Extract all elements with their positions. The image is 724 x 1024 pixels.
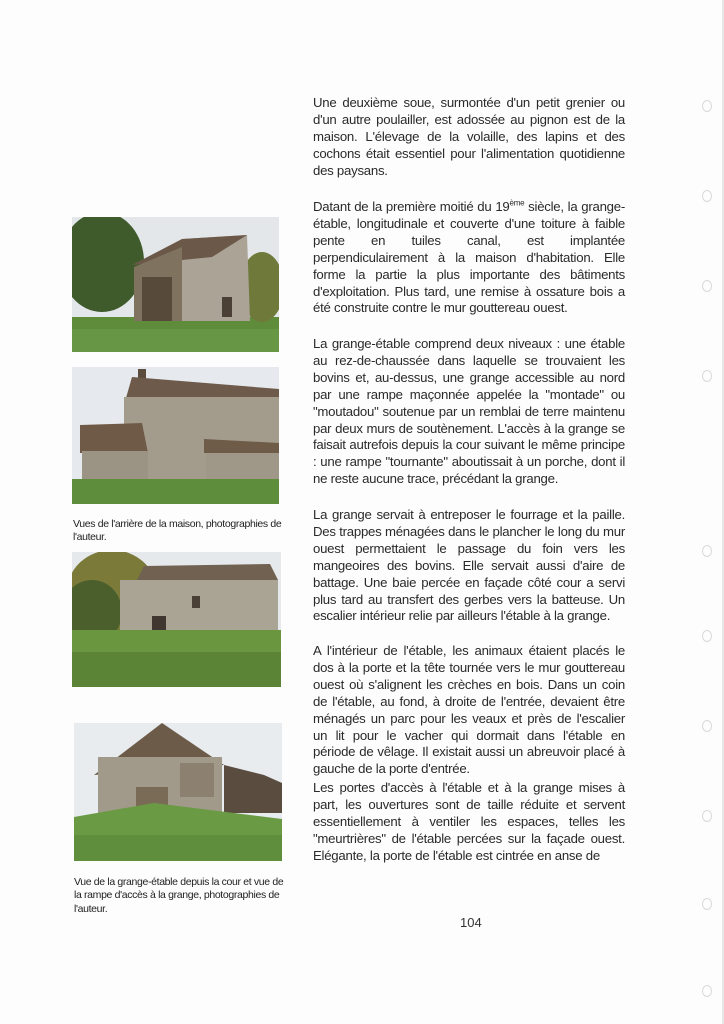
paragraph-soue: Une deuxième soue, surmontée d'un petit grenier ou d'un autre poulailler, est adossée au pignon est de la maison. L'élevage de la volaille, des lapins et des cochons était essentiel pour l'alimentation quotidienne des paysans. xyxy=(313,95,625,178)
punch-hole xyxy=(702,545,712,557)
photo-house-rear-1 xyxy=(72,217,279,352)
punch-hole xyxy=(702,720,712,732)
paragraph-grange-start: Datant de la première moitié du 19 xyxy=(313,199,510,214)
punch-hole xyxy=(702,985,712,997)
paragraph-grange-rest: siècle, la grange-étable, longitudinale et couverte d'une toiture à faible pente en tuiles canal, est implantée perpendiculairement à la maison d'habitation. Elle forme la partie la plus importante des bâtiments d'exploitation. Plus tard, une remise à ossature bois a été construite contre le mur gouttereau ouest. xyxy=(313,199,625,316)
paragraph-grange-etable xyxy=(313,199,625,317)
punch-hole xyxy=(702,280,712,292)
page-number: 104 xyxy=(460,915,482,930)
superscript-eme: ème xyxy=(509,198,525,208)
punch-hole xyxy=(702,810,712,822)
caption-rear-views: Vues de l'arrière de la maison, photographies de l'auteur. xyxy=(73,518,282,544)
punch-hole xyxy=(702,370,712,382)
caption-barn-views: Vue de la grange-étable depuis la cour et vue de la rampe d'accès à la grange, photographies de l'auteur. xyxy=(74,876,284,915)
paragraph-niveaux: La grange-étable comprend deux niveaux : une étable au rez-de-chaussée dans laquelle se trouvaient les bovins et, au-dessus, une grange accessible au nord par une rampe maçonnée appelée la "montade" ou "moutadou" soutenue par un remblai de terre maintenu par deux murs de soutènement. L'accès à la grange se faisait autrefois depuis la cour suivant le même principe : une rampe "tournante" aboutissait à un porche, dont il ne reste aucune trace, précédant la grange. xyxy=(313,336,625,487)
punch-hole xyxy=(702,898,712,910)
paragraph-fourrage: La grange servait à entreposer le fourrage et la paille. Des trappes ménagées dans le plancher le long du mur ouest permettaient le passage du foin vers les mangeoires des bovins. Elle servait aussi d'aire de battage. Une baie percée en façade côté cour a servi plus tard au transfert des gerbes vers la batteuse. Un escalier intérieur relie par ailleurs l'étable à la grange. xyxy=(313,507,625,624)
paragraph-interieur: A l'intérieur de l'étable, les animaux étaient placés le dos à la porte et la tête tournée vers le mur gouttereau ouest où s'alignent les crèches en bois. Dans un coin de l'étable, au fond, à droite de l'entrée, devaient être ménagés un parc pour les veaux et près de l'escalier un lit pour le vacher qui dormait dans l'étable en période de vêlage. Il existait aussi un abreuvoir placé à gauche de la porte d'entrée. xyxy=(313,643,625,777)
paragraph-portes: Les portes d'accès à l'étable et à la grange mises à part, les ouvertures sont de taille réduite et servent essentiellement à ventiler les espaces, telles les "meurtrières" de l'étable percées sur la façade ouest. Elégante, la porte de l'étable est cintrée en anse de xyxy=(313,780,625,863)
photo-barn-courtyard xyxy=(72,552,281,687)
photo-barn-ramp xyxy=(74,723,282,861)
punch-hole xyxy=(702,630,712,642)
punch-hole xyxy=(702,190,712,202)
photo-house-rear-2 xyxy=(72,367,279,504)
punch-hole xyxy=(702,100,712,112)
